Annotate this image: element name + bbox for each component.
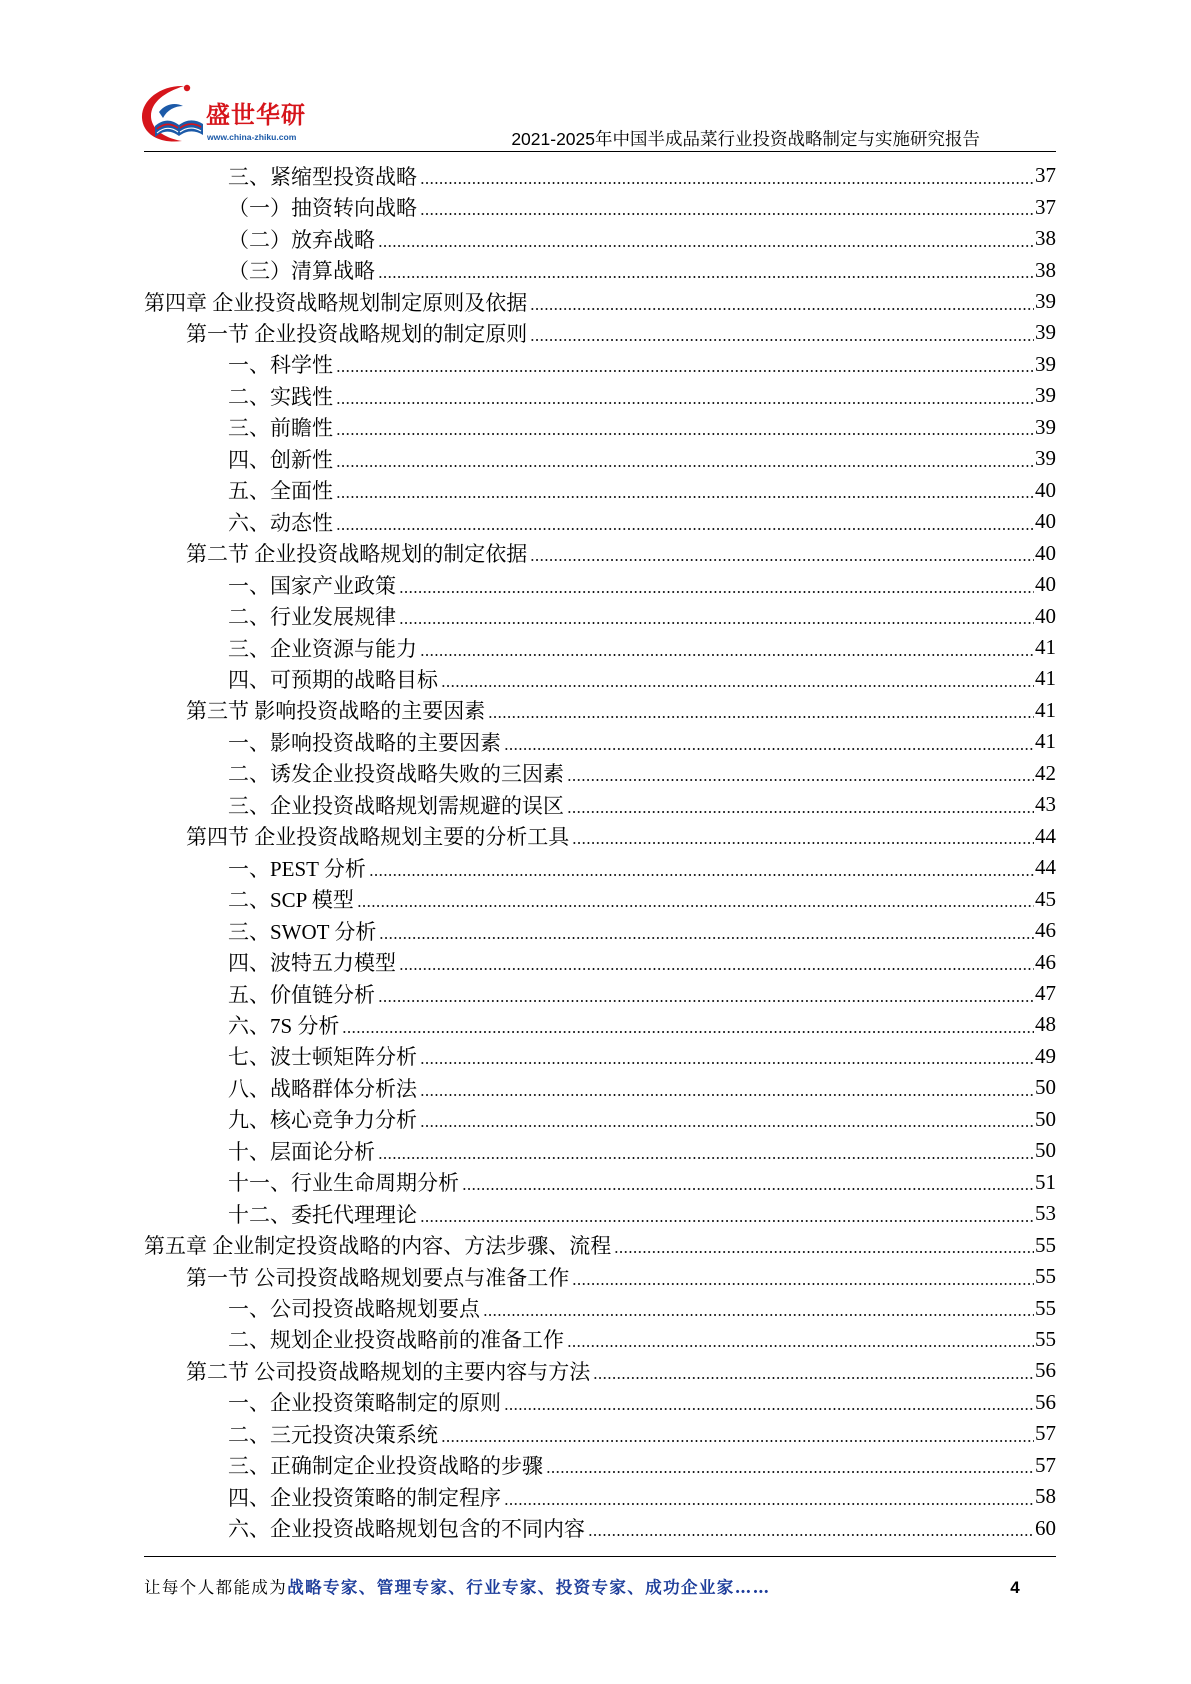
toc-entry-title: 一、国家产业政策: [228, 573, 396, 598]
toc-entry-item[interactable]: [0, 978, 1056, 1009]
toc-entry-title: 五、全面性: [228, 479, 333, 504]
toc-entry-title: 一、企业投资策略制定的原则: [228, 1391, 501, 1416]
toc-entry-title: 第二节 公司投资战略规划的主要内容与方法: [186, 1359, 591, 1384]
leader-dots: [420, 1220, 1034, 1222]
toc-entry-item[interactable]: [0, 1198, 1056, 1229]
toc-entry-title: 二、实践性: [228, 384, 333, 409]
toc-entry-title: 八、战略群体分析法: [228, 1076, 417, 1101]
toc-entry-title: 一、PEST 分析: [228, 856, 366, 881]
toc-entry-item[interactable]: [0, 191, 1056, 222]
toc-entry-page-number: 38: [1035, 257, 1056, 282]
toc-entry-item[interactable]: [0, 1104, 1056, 1135]
toc-entry-page-number: 56: [1035, 1389, 1056, 1414]
table-of-contents: [0, 160, 1056, 1544]
leader-dots: [420, 654, 1034, 656]
toc-entry-page-number: 42: [1035, 760, 1056, 785]
leader-dots: [567, 811, 1034, 813]
toc-entry-page-number: 39: [1035, 446, 1056, 471]
toc-entry-page-number: 40: [1035, 572, 1056, 597]
toc-entry-item[interactable]: [0, 1450, 1056, 1481]
toc-entry-page-number: 39: [1035, 383, 1056, 408]
toc-entry-title: 四、可预期的战略目标: [228, 667, 438, 692]
leader-dots: [420, 1125, 1034, 1127]
toc-entry-item[interactable]: [0, 883, 1056, 914]
toc-entry-item[interactable]: [0, 1387, 1056, 1418]
leader-dots: [336, 528, 1034, 530]
toc-entry-item[interactable]: [0, 726, 1056, 757]
leader-dots: [399, 622, 1034, 624]
slogan-prefix: 让每个人都能成为: [144, 1578, 288, 1597]
toc-entry-page-number: 44: [1035, 855, 1056, 880]
report-title: 2021-2025年中国半成品菜行业投资战略制定与实施研究报告: [511, 129, 980, 149]
toc-entry-page-number: 50: [1035, 1075, 1056, 1100]
toc-entry-item[interactable]: [0, 380, 1056, 411]
toc-entry-item[interactable]: [0, 160, 1056, 191]
toc-entry-item[interactable]: [0, 254, 1056, 285]
toc-entry-item[interactable]: [0, 600, 1056, 631]
toc-entry-item[interactable]: [0, 1009, 1056, 1040]
toc-entry-item[interactable]: [0, 412, 1056, 443]
toc-entry-page-number: 55: [1035, 1295, 1056, 1320]
toc-entry-item[interactable]: [0, 915, 1056, 946]
toc-entry-title: 四、企业投资策略的制定程序: [228, 1485, 501, 1510]
leader-dots: [572, 842, 1034, 844]
toc-entry-title: 二、三元投资决策系统: [228, 1422, 438, 1447]
toc-entry-title: 第四章 企业投资战略规划制定原则及依据: [144, 290, 528, 315]
toc-entry-page-number: 48: [1035, 1012, 1056, 1037]
toc-entry-page-number: 55: [1035, 1326, 1056, 1351]
toc-entry-title: 三、前瞻性: [228, 416, 333, 441]
toc-entry-page-number: 44: [1035, 823, 1056, 848]
leader-dots: [588, 1534, 1034, 1536]
toc-entry-item[interactable]: [0, 475, 1056, 506]
toc-entry-title: 第一节 企业投资战略规划的制定原则: [186, 321, 528, 346]
slogan-highlight: 战略专家、管理专家、行业专家、投资专家、成功企业家……: [287, 1578, 771, 1597]
toc-entry-item[interactable]: [0, 789, 1056, 820]
toc-entry-title: （一）抽资转向战略: [228, 196, 417, 221]
toc-entry-title: 第五章 企业制定投资战略的内容、方法步骤、流程: [144, 1234, 612, 1259]
toc-entry-page-number: 58: [1035, 1484, 1056, 1509]
toc-entry-title: 五、价值链分析: [228, 982, 375, 1007]
toc-entry-title: 十、层面论分析: [228, 1139, 375, 1164]
toc-entry-item[interactable]: [0, 946, 1056, 977]
leader-dots: [504, 748, 1034, 750]
leader-dots: [378, 1157, 1034, 1159]
toc-entry-item[interactable]: [0, 1481, 1056, 1512]
toc-entry-section[interactable]: [0, 317, 1056, 348]
leader-dots: [399, 591, 1034, 593]
toc-entry-title: 二、规划企业投资战略前的准备工作: [228, 1328, 564, 1353]
leader-dots: [378, 1000, 1034, 1002]
toc-entry-section[interactable]: [0, 1261, 1056, 1292]
toc-entry-page-number: 39: [1035, 289, 1056, 314]
toc-entry-page-number: 39: [1035, 351, 1056, 376]
leader-dots: [379, 937, 1034, 939]
toc-entry-page-number: 40: [1035, 477, 1056, 502]
leader-dots: [342, 1031, 1034, 1033]
leader-dots: [336, 496, 1034, 498]
toc-entry-item[interactable]: [0, 1041, 1056, 1072]
leader-dots: [567, 1345, 1034, 1347]
toc-entry-page-number: 51: [1035, 1169, 1056, 1194]
toc-entry-title: 一、影响投资战略的主要因素: [228, 730, 501, 755]
toc-entry-item[interactable]: [0, 1324, 1056, 1355]
toc-entry-section[interactable]: [0, 821, 1056, 852]
header-divider: [144, 151, 1056, 152]
toc-entry-item[interactable]: [0, 1512, 1056, 1543]
toc-entry-page-number: 40: [1035, 540, 1056, 565]
toc-entry-item[interactable]: [0, 506, 1056, 537]
toc-entry-title: 四、波特五力模型: [228, 951, 396, 976]
leader-dots: [572, 1283, 1034, 1285]
leader-dots: [488, 716, 1034, 718]
toc-entry-page-number: 56: [1035, 1358, 1056, 1383]
footer-divider: [144, 1556, 1056, 1557]
toc-entry-item[interactable]: [0, 223, 1056, 254]
leader-dots: [420, 182, 1034, 184]
page-number: 4: [1010, 1578, 1020, 1597]
toc-entry-page-number: 60: [1035, 1515, 1056, 1540]
logo-website: www.china-zhiku.com: [207, 132, 297, 142]
toc-entry-title: 第三节 影响投资战略的主要因素: [186, 699, 486, 724]
leader-dots: [441, 685, 1034, 687]
toc-entry-title: 三、企业投资战略规划需规避的误区: [228, 793, 564, 818]
toc-entry-item[interactable]: [0, 349, 1056, 380]
leader-dots: [530, 339, 1034, 341]
toc-entry-title: 十二、委托代理理论: [228, 1202, 417, 1227]
toc-entry-item[interactable]: [0, 663, 1056, 694]
leader-dots: [336, 433, 1034, 435]
toc-entry-item[interactable]: [0, 569, 1056, 600]
toc-entry-title: 一、科学性: [228, 353, 333, 378]
toc-entry-title: 四、创新性: [228, 447, 333, 472]
toc-entry-title: 第一节 公司投资战略规划要点与准备工作: [186, 1265, 570, 1290]
toc-entry-section[interactable]: [0, 695, 1056, 726]
toc-entry-chapter[interactable]: [0, 286, 1056, 317]
leader-dots: [504, 1503, 1034, 1505]
leader-dots: [530, 559, 1034, 561]
toc-entry-page-number: 41: [1035, 697, 1056, 722]
leader-dots: [420, 213, 1034, 215]
toc-entry-title: （三）清算战略: [228, 259, 375, 284]
logo-wordmark: 盛世华研: [206, 101, 306, 129]
toc-entry-page-number: 55: [1035, 1264, 1056, 1289]
leader-dots: [483, 1314, 1034, 1316]
toc-entry-page-number: 50: [1035, 1106, 1056, 1131]
toc-entry-page-number: 57: [1035, 1452, 1056, 1477]
toc-entry-page-number: 39: [1035, 414, 1056, 439]
toc-entry-item[interactable]: [0, 758, 1056, 789]
toc-entry-page-number: 40: [1035, 603, 1056, 628]
leader-dots: [336, 465, 1034, 467]
toc-entry-page-number: 47: [1035, 981, 1056, 1005]
toc-entry-title: 一、公司投资战略规划要点: [228, 1297, 480, 1322]
book-swoosh-logo-icon: [139, 82, 205, 144]
toc-entry-item[interactable]: [0, 1292, 1056, 1323]
toc-entry-page-number: 57: [1035, 1421, 1056, 1446]
leader-dots: [462, 1188, 1034, 1190]
leader-dots: [378, 276, 1034, 278]
toc-entry-page-number: 46: [1035, 918, 1056, 943]
toc-entry-page-number: 41: [1035, 729, 1056, 754]
toc-entry-title: 二、SCP 模型: [228, 888, 354, 913]
toc-entry-page-number: 37: [1035, 194, 1056, 219]
leader-dots: [420, 1062, 1034, 1064]
toc-entry-page-number: 53: [1035, 1201, 1056, 1226]
toc-entry-page-number: 45: [1035, 886, 1056, 911]
toc-entry-title: 三、企业资源与能力: [228, 636, 417, 661]
company-logo: [139, 82, 319, 146]
toc-entry-page-number: 39: [1035, 320, 1056, 345]
leader-dots: [504, 1408, 1034, 1410]
toc-entry-title: 七、波士顿矩阵分析: [228, 1045, 417, 1070]
toc-entry-page-number: 37: [1035, 163, 1056, 188]
leader-dots: [441, 1440, 1034, 1442]
toc-entry-item[interactable]: [0, 1418, 1056, 1449]
leader-dots: [336, 402, 1034, 404]
leader-dots: [593, 1377, 1034, 1379]
toc-entry-chapter[interactable]: [0, 1229, 1056, 1260]
toc-entry-item[interactable]: [0, 1072, 1056, 1103]
toc-entry-title: 三、紧缩型投资战略: [228, 164, 417, 189]
leader-dots: [357, 905, 1034, 907]
toc-entry-item[interactable]: [0, 1167, 1056, 1198]
toc-entry-section[interactable]: [0, 1355, 1056, 1386]
leader-dots: [420, 1094, 1034, 1096]
toc-entry-title: 六、动态性: [228, 510, 333, 535]
toc-entry-page-number: 38: [1035, 226, 1056, 251]
leader-dots: [567, 779, 1034, 781]
leader-dots: [530, 308, 1034, 310]
footer-slogan: [144, 1576, 771, 1600]
leader-dots: [614, 1251, 1034, 1253]
toc-entry-title: 三、SWOT 分析: [228, 919, 377, 944]
toc-entry-page-number: 43: [1035, 792, 1056, 817]
toc-entry-item[interactable]: [0, 1135, 1056, 1166]
toc-entry-title: 十一、行业生命周期分析: [228, 1171, 459, 1196]
toc-entry-title: 第二节 企业投资战略规划的制定依据: [186, 542, 528, 567]
toc-entry-page-number: 41: [1035, 635, 1056, 660]
leader-dots: [546, 1471, 1034, 1473]
toc-entry-page-number: 55: [1035, 1232, 1056, 1257]
toc-entry-page-number: 46: [1035, 949, 1056, 974]
toc-entry-page-number: 40: [1035, 509, 1056, 534]
leader-dots: [399, 968, 1034, 970]
leader-dots: [336, 370, 1034, 372]
toc-entry-title: 六、7S 分析: [228, 1013, 340, 1038]
toc-entry-page-number: 41: [1035, 666, 1056, 691]
toc-entry-title: 九、核心竞争力分析: [228, 1108, 417, 1133]
leader-dots: [378, 245, 1034, 247]
toc-entry-item[interactable]: [0, 443, 1056, 474]
toc-entry-title: 第四节 企业投资战略规划主要的分析工具: [186, 825, 570, 850]
leader-dots: [369, 874, 1034, 876]
toc-entry-page-number: 49: [1035, 1043, 1056, 1068]
toc-entry-title: 二、行业发展规律: [228, 605, 396, 630]
toc-entry-page-number: 50: [1035, 1138, 1056, 1163]
toc-entry-title: 六、企业投资战略规划包含的不同内容: [228, 1517, 585, 1542]
toc-entry-title: 三、正确制定企业投资战略的步骤: [228, 1454, 543, 1479]
toc-entry-title: （二）放弃战略: [228, 227, 375, 252]
toc-entry-title: 二、诱发企业投资战略失败的三因素: [228, 762, 564, 787]
toc-entry-section[interactable]: [0, 537, 1056, 568]
toc-entry-item[interactable]: [0, 632, 1056, 663]
toc-entry-item[interactable]: [0, 852, 1056, 883]
